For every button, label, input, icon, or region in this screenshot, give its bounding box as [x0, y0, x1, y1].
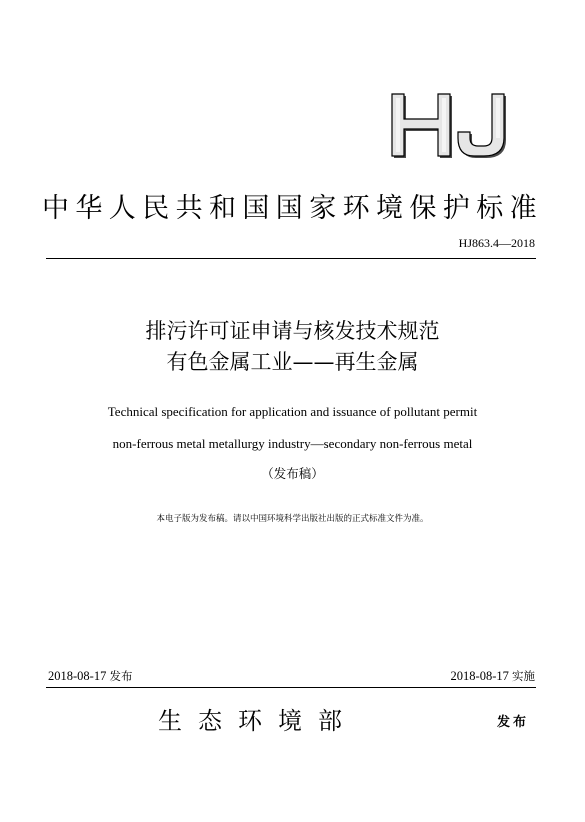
document-title-en-line1: Technical specification for application and issuance of pollutant permit — [107, 404, 478, 419]
hj-logo-graphic — [388, 92, 514, 158]
standard-number: HJ863.4—2018 — [458, 236, 535, 250]
standard-category-title: 中华人民共和国国家环境保护标准 — [42, 193, 543, 224]
hj-logo-letter-j — [458, 94, 506, 158]
issue-date: 2018-08-17 — [48, 669, 107, 683]
hj-logo-letter-h — [392, 94, 452, 158]
issuing-authority: 生态环境部 — [158, 707, 358, 735]
document-title-cn-line2: 有色金属工业——再生金属 — [166, 350, 419, 374]
issue-date-row — [48, 668, 132, 684]
electronic-edition-notice: 本电子版为发布稿。请以中国环境科学出版社出版的正式标准文件为准。 — [156, 514, 429, 524]
document-title-cn-line1: 排污许可证申请与核发技术规范 — [145, 319, 440, 343]
draft-status-note: （发布稿） — [261, 466, 324, 481]
publish-label: 发布 — [496, 715, 529, 730]
implementation-label: 实施 — [512, 669, 535, 683]
bottom-divider — [46, 687, 536, 688]
implementation-date-row — [451, 668, 535, 684]
issue-label: 发布 — [109, 669, 133, 683]
hj-logo — [388, 92, 514, 158]
implementation-date: 2018-08-17 — [450, 669, 509, 683]
top-divider — [46, 258, 536, 259]
document-title-en-line2: non-ferrous metal metallurgy industry—secondary non-ferrous metal — [112, 436, 473, 451]
